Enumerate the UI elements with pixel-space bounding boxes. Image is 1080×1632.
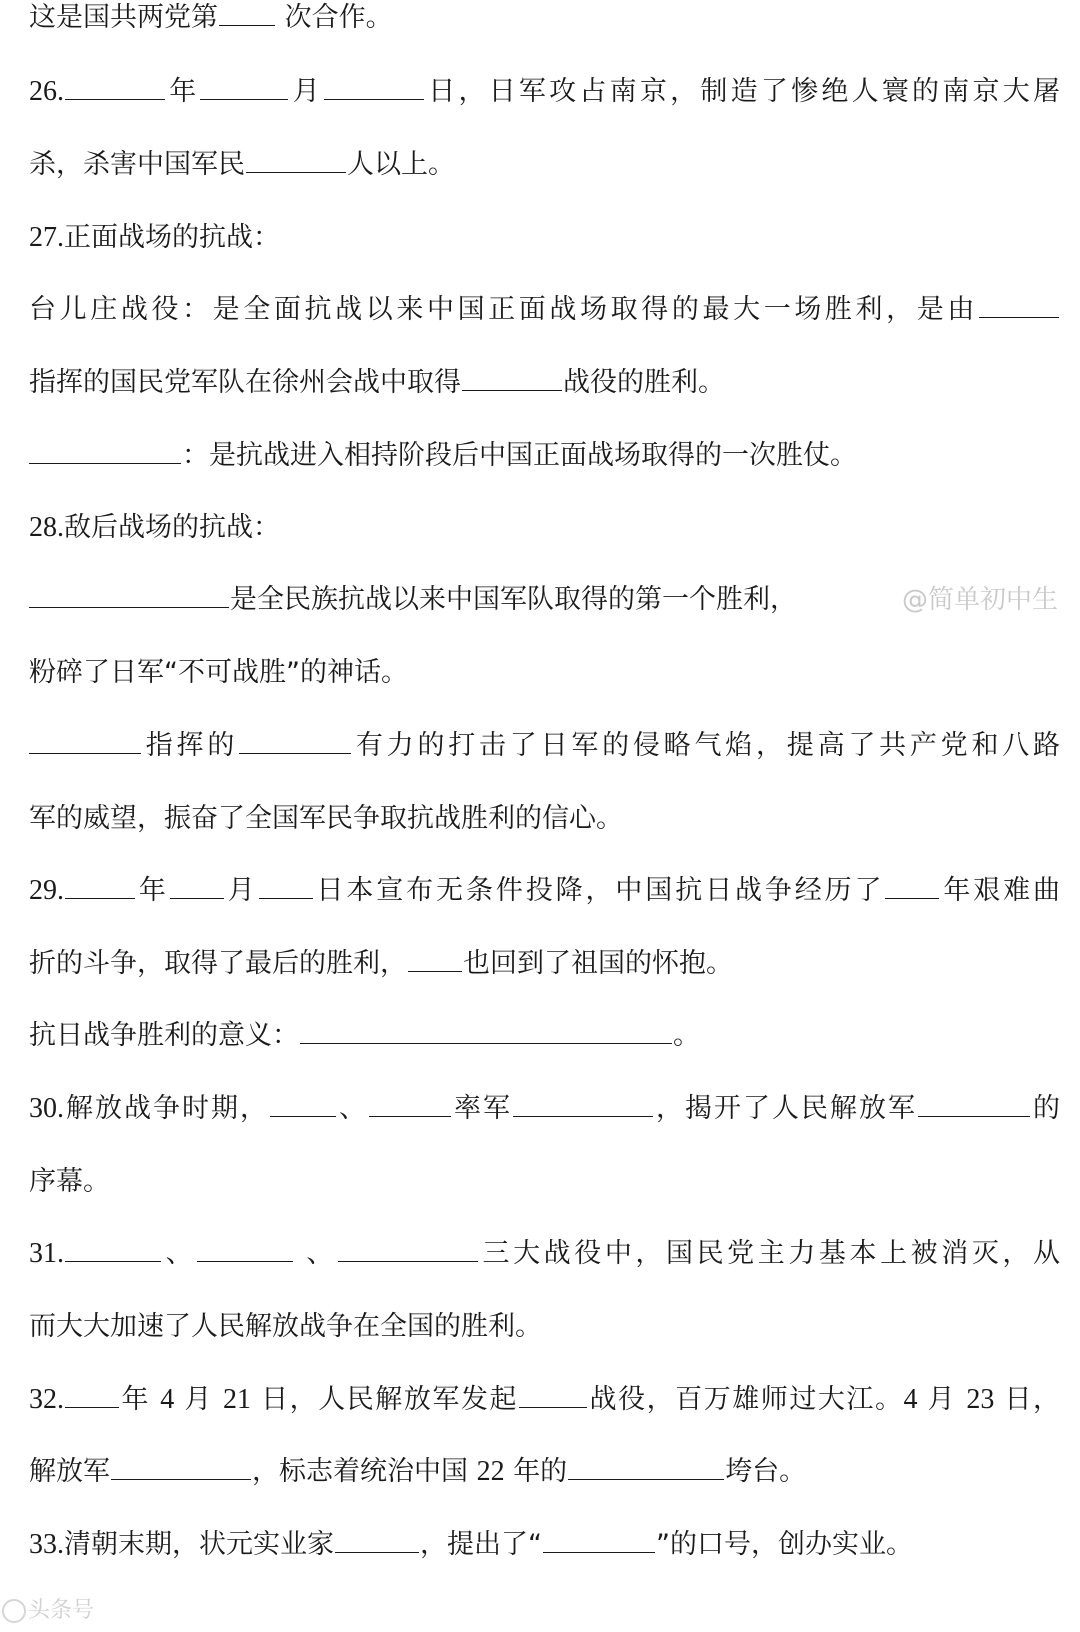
text-segment: 解放军 (29, 1456, 110, 1487)
fill-blank (239, 727, 351, 754)
text-segment: 序幕。 (29, 1166, 110, 1197)
question-32-line-1 (29, 1380, 1060, 1420)
question-number: 30. (29, 1093, 64, 1124)
text-segment: ，标志着统治中国 (252, 1456, 468, 1487)
fill-blank (568, 1453, 724, 1480)
text-segment: 这是国共两党第 (29, 2, 218, 33)
question-27-line-3 (29, 436, 1060, 476)
question-27-heading (29, 218, 1060, 258)
text-segment: 解放战争时期， (64, 1093, 269, 1124)
text-segment: 敌后战场的抗战： (64, 512, 280, 543)
text-segment: 月 (184, 1384, 213, 1415)
text-segment: 有力的打击了日军的侵略气焰，提高了共产党和八路 (352, 730, 1061, 761)
fill-blank (462, 364, 562, 391)
fill-blank (408, 945, 462, 972)
text-segment: 年的 (513, 1456, 568, 1487)
text-segment: 抗日战争胜利的意义： (29, 1020, 299, 1051)
number-segment: 22 (476, 1456, 505, 1487)
text-segment: 清朝末期，状元实业家 (64, 1529, 334, 1560)
text-segment: 年艰难曲 (940, 875, 1061, 906)
number-segment: 4 (160, 1384, 175, 1415)
text-segment: 三大战役中，国民党主力基本上被消灭，从 (478, 1238, 1060, 1269)
text-segment: 台儿庄战役：是全面抗战以来中国正面战场取得的最大一场胜利，是由 (29, 294, 978, 325)
question-27-line-2 (29, 363, 1060, 403)
question-32-line-2 (29, 1452, 1060, 1492)
text-line (29, 0, 1060, 38)
text-segment: 日，人民解放军发起 (261, 1384, 519, 1415)
text-segment: 率军 (452, 1093, 512, 1124)
question-28-line-3 (29, 726, 1060, 766)
text-segment: 年 (136, 875, 169, 906)
fill-blank (519, 1381, 587, 1408)
text-segment: 次合作。 (276, 2, 393, 33)
fill-blank (300, 1017, 672, 1044)
text-segment: 年 (120, 1384, 151, 1415)
fill-blank (513, 1090, 653, 1117)
fill-blank (979, 291, 1059, 318)
text-segment: 指挥的国民党军队在徐州会战中取得 (29, 367, 461, 398)
text-segment: ，揭开了人民解放军 (654, 1093, 917, 1124)
logo-text: 头条号 (28, 1598, 95, 1623)
question-29-line-1 (29, 871, 1060, 911)
fill-blank (170, 872, 224, 899)
fill-blank (65, 872, 135, 899)
text-segment: 战役，百万雄师过大江。 (588, 1384, 904, 1415)
question-27-line-1 (29, 290, 1060, 330)
question-26-line-2 (29, 145, 1060, 185)
text-segment: 粉碎了日军“不可战胜”的神话。 (29, 657, 408, 688)
fill-blank (338, 1235, 478, 1262)
question-26-line-1 (29, 72, 1060, 112)
fill-blank (335, 1526, 419, 1553)
question-number: 26. (29, 76, 64, 107)
text-segment: 日， (1004, 1384, 1060, 1415)
text-segment: ”的口号，创办实业。 (656, 1529, 913, 1560)
fill-blank (65, 73, 165, 100)
question-28-line-4 (29, 799, 1060, 839)
question-number: 27. (29, 222, 64, 253)
text-segment: 是全民族抗战以来中国军队取得的第一个胜利， (230, 584, 797, 615)
text-segment: 也回到了祖国的怀抱。 (463, 948, 733, 979)
text-segment: 、 (294, 1238, 337, 1269)
fill-blank (65, 1235, 161, 1262)
question-number: 28. (29, 512, 64, 543)
question-29-line-2 (29, 944, 1060, 984)
watermark: @简单初中生 (901, 585, 1058, 615)
fill-blank (324, 73, 424, 100)
text-segment: 战役的胜利。 (563, 367, 725, 398)
question-31-line-1 (29, 1234, 1060, 1274)
text-segment: 折的斗争，取得了最后的胜利， (29, 948, 407, 979)
text-segment: ，提出了“ (420, 1529, 542, 1560)
fill-blank (111, 1453, 251, 1480)
fill-blank (543, 1526, 655, 1553)
question-28-line-2 (29, 653, 1060, 693)
fill-blank (197, 1235, 293, 1262)
text-segment: 月 (289, 76, 323, 107)
text-segment: 的 (1031, 1093, 1060, 1124)
number-segment: 23 (966, 1384, 995, 1415)
fill-blank (270, 1090, 336, 1117)
text-segment: 杀，杀害中国军民 (29, 149, 245, 180)
text-segment: 月 (224, 875, 258, 906)
question-29-line-3 (29, 1016, 1060, 1056)
text-segment: 月 (927, 1384, 957, 1415)
corner-logo (2, 1596, 94, 1626)
fill-blank (29, 437, 181, 464)
text-segment: 、 (337, 1093, 368, 1124)
text-segment: 年 (166, 76, 200, 107)
text-segment: 。 (673, 1020, 700, 1051)
text-segment: 正面战场的抗战： (64, 222, 280, 253)
text-segment: 指挥的 (142, 730, 239, 761)
text-segment: 日，日军攻占南京，制造了惨绝人寰的南京大屠 (424, 76, 1061, 107)
fill-blank (29, 727, 141, 754)
fill-blank (29, 581, 229, 608)
text-segment: 人以上。 (347, 149, 455, 180)
text-segment: ：是抗战进入相持阶段后中国正面战场取得的一次胜仗。 (182, 440, 857, 471)
fill-blank (200, 73, 288, 100)
fill-blank (259, 872, 313, 899)
fill-blank (885, 872, 939, 899)
number-segment: 21 (223, 1384, 252, 1415)
question-28-heading (29, 508, 1060, 548)
text-segment: 、 (162, 1238, 197, 1269)
question-30-line-1 (29, 1089, 1060, 1129)
text-segment: 军的威望，振奋了全国军民争取抗战胜利的信心。 (29, 803, 623, 834)
question-33-line-1 (29, 1525, 1060, 1565)
fill-blank (65, 1381, 119, 1408)
question-31-line-2 (29, 1307, 1060, 1347)
fill-blank (219, 0, 275, 26)
question-number: 33. (29, 1529, 64, 1560)
fill-blank (246, 146, 346, 173)
question-number: 29. (29, 875, 64, 906)
text-segment: 日本宣布无条件投降，中国抗日战争经历了 (313, 875, 885, 906)
text-segment: 垮台。 (725, 1456, 807, 1487)
fill-blank (369, 1090, 451, 1117)
fill-blank (918, 1090, 1030, 1117)
logo-icon (2, 1599, 26, 1623)
question-30-line-2 (29, 1162, 1060, 1202)
number-segment: 4 (903, 1384, 918, 1415)
question-number: 31. (29, 1238, 64, 1269)
text-segment: 而大大加速了人民解放战争在全国的胜利。 (29, 1311, 542, 1342)
question-number: 32. (29, 1384, 64, 1415)
